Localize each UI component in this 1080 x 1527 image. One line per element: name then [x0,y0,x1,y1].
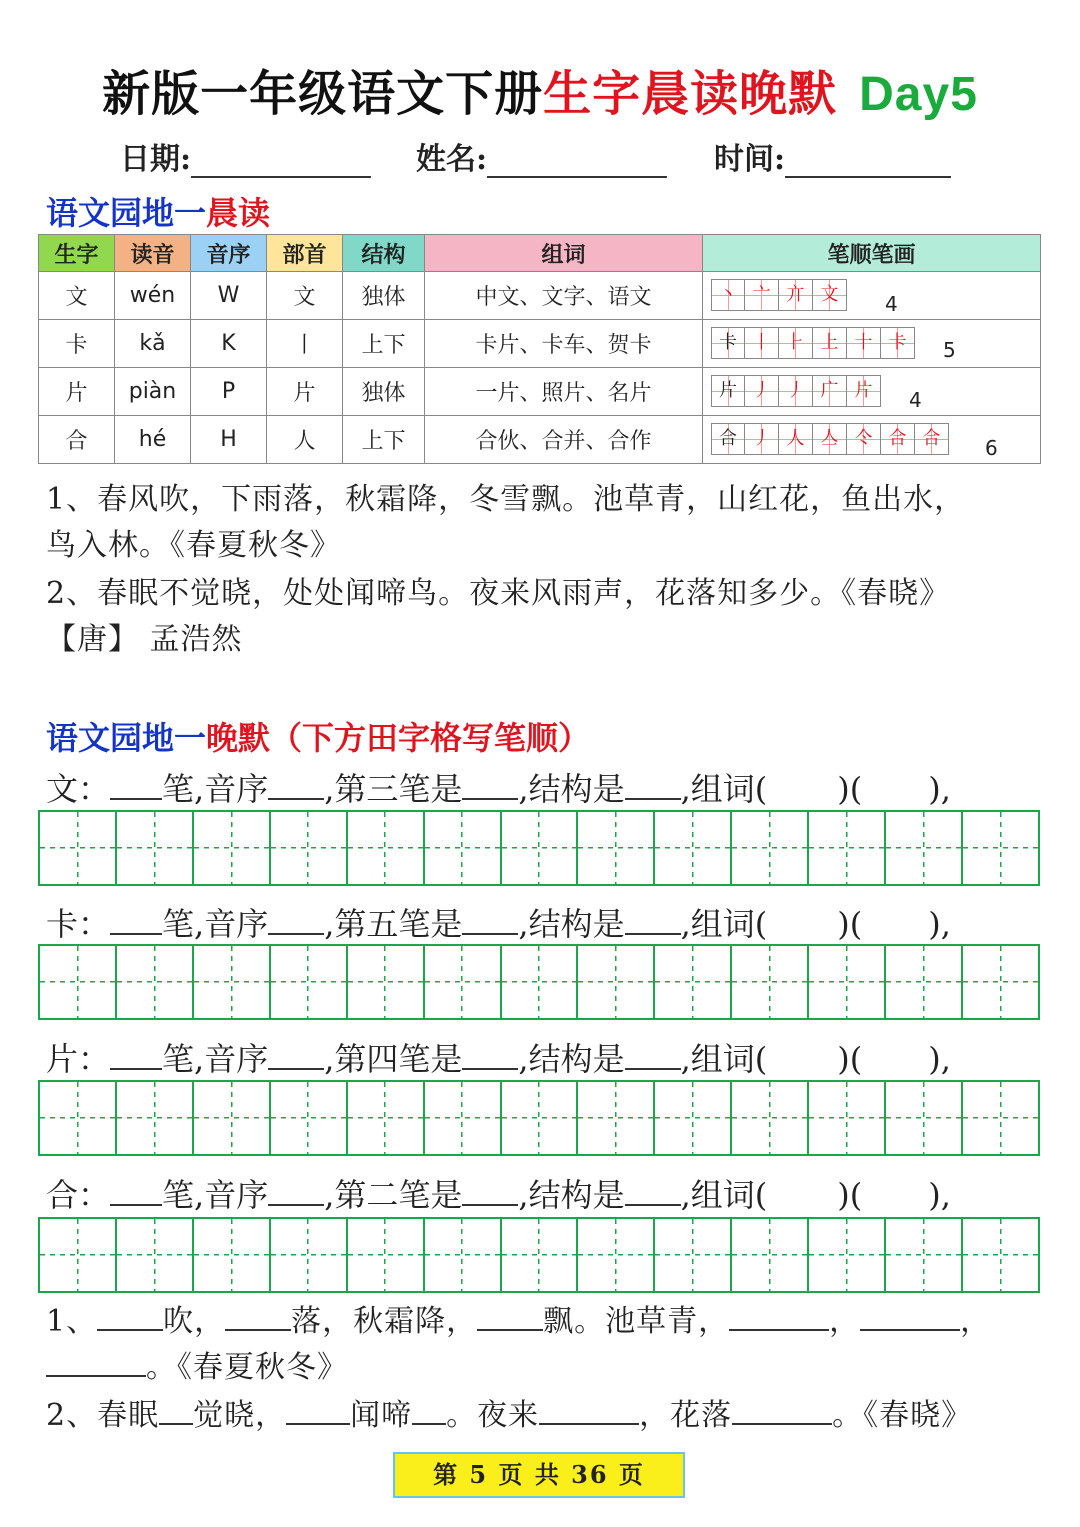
punctuation: , [324,1176,335,1214]
tianzige-cell[interactable] [348,1082,425,1154]
stroke-box [881,423,915,455]
stroke-box [779,279,813,311]
punctuation: , [324,770,335,808]
stroke-glyph: 亼 [820,428,839,449]
punctuation: ), [928,1176,951,1214]
cell-index: H [191,416,267,464]
answer-blank[interactable] [462,768,518,800]
stroke-glyph: 丿 [752,380,771,401]
fill-blank[interactable] [97,1299,163,1331]
title-part2: 生字晨读晚默 [543,66,838,122]
cell-radical: 丨 [267,320,343,368]
stroke-glyph: 上 [820,332,839,353]
fill2-text-f: 。《春晓》 [832,1398,973,1433]
structure-label: 结构是 [528,770,625,808]
punctuation: , [324,905,335,943]
answer-blank[interactable] [625,1038,681,1070]
punctuation: , [518,1040,529,1078]
cell-strokes [703,416,1041,464]
answer-blank[interactable] [268,1174,324,1206]
question-char: 卡 [46,905,79,943]
tianzige-cell[interactable] [809,946,886,1018]
stroke-box [711,327,745,359]
tianzige-cell[interactable] [40,1219,117,1291]
answer-blank[interactable] [462,1174,518,1206]
tianzige-grid-row [38,944,1040,1020]
tianzige-cell[interactable] [886,1219,963,1291]
punctuation: )( [837,1176,863,1214]
stroke-box [915,423,949,455]
stroke-box [813,423,847,455]
stroke-box [813,375,847,407]
punctuation: ), [928,1040,951,1078]
tianzige-cell[interactable] [655,1082,732,1154]
stroke-count: 4 [885,292,898,316]
question-line [46,764,951,810]
tianzige-cell[interactable] [578,812,655,884]
punctuation: ： [78,905,111,943]
cell-index: W [191,272,267,320]
fill1-text-d: 飘。池草青， [543,1304,730,1339]
stroke-box [779,327,813,359]
stroke-count: 6 [985,436,998,460]
table-header-cell: 生字 [39,235,115,272]
stroke-box [745,423,779,455]
tianzige-cell[interactable] [578,1219,655,1291]
stroke-box [881,327,915,359]
stroke-count: 5 [943,338,956,362]
fill2-text-a: 2、春眠 [46,1398,160,1433]
stroke-box [813,327,847,359]
date-field[interactable] [120,134,371,178]
stroke-glyph: 丶 [719,284,737,305]
tianzige-cell[interactable] [271,1219,348,1291]
table-row [39,272,1041,320]
name-label: 姓名: [416,142,488,177]
cell-strokes [703,272,1041,320]
fill1-text-e: ， [829,1304,861,1339]
answer-blank[interactable] [462,903,518,935]
cell-words: 合伙、合并、合作 [425,416,703,464]
stroke-glyph: 丨 [752,332,771,353]
fill-blank[interactable] [286,1393,350,1425]
tianzige-cell[interactable] [40,1082,117,1154]
question-char: 文 [46,770,79,808]
cell-index: K [191,320,267,368]
stroke-glyph: 卡 [719,332,737,353]
cell-pinyin: kǎ [115,320,191,368]
answer-blank[interactable] [268,903,324,935]
page-title [0,55,1080,124]
stroke-label: 笔, [162,1040,205,1078]
cell-words: 中文、文字、语文 [425,272,703,320]
cell-pinyin: piàn [115,368,191,416]
punctuation: , [518,770,529,808]
structure-label: 结构是 [528,1040,625,1078]
stroke-glyph: 合 [888,428,907,449]
tianzige-cell[interactable] [194,946,271,1018]
table-body [39,272,1041,464]
tianzige-cell[interactable] [40,946,117,1018]
stroke-glyph: 亠 [752,284,771,305]
tianzige-cell[interactable] [578,946,655,1018]
cell-char: 合 [39,416,115,464]
tianzige-cell[interactable] [502,812,579,884]
index-label: 音序 [204,770,269,808]
punctuation: , [518,1176,529,1214]
tianzige-cell[interactable] [117,946,194,1018]
words-label: 组词( [690,1040,768,1078]
punctuation: ), [928,905,951,943]
stroke-glyph: 片 [719,380,737,401]
punctuation: , [518,905,529,943]
fill2-text-d: 。夜来 [446,1398,540,1433]
fill2-text-e: ，花落 [639,1398,733,1433]
stroke-glyph: 卡 [888,332,907,353]
punctuation: , [680,1040,691,1078]
words-label: 组词( [690,1176,768,1214]
character-table [38,234,1041,464]
ordinal-label: 第三笔是 [334,770,463,808]
fill1-text-f: ， [960,1304,992,1339]
cell-structure: 上下 [343,416,425,464]
cell-char: 文 [39,272,115,320]
table-header-cell: 笔顺笔画 [703,235,1041,272]
stroke-glyph: 十 [854,332,873,353]
tianzige-cell[interactable] [40,812,117,884]
tianzige-cell[interactable] [732,812,809,884]
table-header-cell: 结构 [343,235,425,272]
cell-strokes [703,320,1041,368]
tianzige-cell[interactable] [963,812,1038,884]
cell-pinyin: hé [115,416,191,464]
tianzige-cell[interactable] [886,812,963,884]
punctuation: , [324,1040,335,1078]
tianzige-cell[interactable] [194,1082,271,1154]
cell-char: 片 [39,368,115,416]
words-label: 组词( [690,770,768,808]
tianzige-cell[interactable] [502,1219,579,1291]
stroke-glyph: ⺊ [786,332,805,353]
fill1-prefix: 1、 [46,1304,98,1339]
stroke-box [711,375,745,407]
answer-blank[interactable] [625,903,681,935]
answer-blank[interactable] [110,768,162,800]
name-line[interactable] [487,146,667,178]
table-header-cell: 组词 [425,235,703,272]
tianzige-cell[interactable] [655,946,732,1018]
table-row [39,416,1041,464]
question-char: 片 [46,1040,79,1078]
tianzige-cell[interactable] [425,946,502,1018]
tianzige-cell[interactable] [117,1219,194,1291]
answer-blank[interactable] [268,1038,324,1070]
stroke-glyph: 文 [820,284,839,305]
punctuation: , [680,905,691,943]
stroke-glyph: 亣 [786,284,805,305]
stroke-box [847,375,881,407]
cell-words: 卡片、卡车、贺卡 [425,320,703,368]
answer-blank[interactable] [625,768,681,800]
fill-blank[interactable] [477,1299,543,1331]
cell-structure: 上下 [343,320,425,368]
tianzige-cell[interactable] [886,1082,963,1154]
tianzige-cell[interactable] [425,1219,502,1291]
table-header-cell: 读音 [115,235,191,272]
table-row [39,320,1041,368]
tianzige-cell[interactable] [655,1219,732,1291]
name-field[interactable] [416,134,667,178]
punctuation: )( [837,770,863,808]
punctuation: , [680,1176,691,1214]
words-label: 组词( [690,905,768,943]
ordinal-label: 第二笔是 [334,1176,463,1214]
tianzige-cell[interactable] [809,1082,886,1154]
tianzige-cell[interactable] [886,946,963,1018]
stroke-box [745,327,779,359]
fill-blank[interactable] [539,1393,639,1425]
fill1-line2 [46,1342,348,1386]
tianzige-cell[interactable] [963,1082,1038,1154]
punctuation: ： [78,1040,111,1078]
cell-radical: 片 [267,368,343,416]
index-label: 音序 [204,1176,269,1214]
stroke-glyph: 片 [854,380,873,401]
tianzige-cell[interactable] [194,812,271,884]
tianzige-cell[interactable] [732,1219,809,1291]
cell-structure: 独体 [343,368,425,416]
stroke-glyph: 广 [820,380,839,401]
answer-blank[interactable] [268,768,324,800]
time-field[interactable] [714,134,951,178]
stroke-box [813,279,847,311]
evening-title-blue: 语文园地一 [46,719,207,757]
tianzige-cell[interactable] [425,812,502,884]
table-row [39,368,1041,416]
fill1-line1 [46,1296,991,1340]
fill1-text-g: 。《春夏秋冬》 [146,1350,348,1385]
tianzige-cell[interactable] [578,1082,655,1154]
tianzige-grid-row [38,810,1040,886]
stroke-label: 笔, [162,1176,205,1214]
tianzige-cell[interactable] [348,946,425,1018]
tianzige-cell[interactable] [502,946,579,1018]
tianzige-cell[interactable] [809,1219,886,1291]
title-part1: 新版一年级语文下册 [102,66,544,122]
morning-title-red: 晨读 [206,194,271,232]
fill-blank[interactable] [412,1393,446,1425]
stroke-box [779,423,813,455]
fill-blank[interactable] [860,1299,960,1331]
tianzige-cell[interactable] [655,812,732,884]
punctuation: ： [78,770,111,808]
fill2-text-b: 觉晓， [193,1398,287,1433]
stroke-boxes [711,375,881,407]
fill1-text-b: 吹， [163,1304,226,1339]
index-label: 音序 [204,1040,269,1078]
tianzige-cell[interactable] [425,1082,502,1154]
cell-radical: 人 [267,416,343,464]
date-label: 日期: [120,142,192,177]
stroke-glyph: 丿 [786,380,805,401]
tianzige-cell[interactable] [117,1082,194,1154]
tianzige-cell[interactable] [348,812,425,884]
tianzige-cell[interactable] [271,946,348,1018]
tianzige-cell[interactable] [809,812,886,884]
fill2-line [46,1390,972,1434]
punctuation: )( [837,905,863,943]
tianzige-cell[interactable] [194,1219,271,1291]
stroke-box [779,375,813,407]
stroke-boxes [711,327,915,359]
date-line[interactable] [191,146,371,178]
tianzige-cell[interactable] [117,812,194,884]
cell-structure: 独体 [343,272,425,320]
cell-strokes [703,368,1041,416]
poem2-line1: 2、春眠不觉晓，处处闻啼鸟。夜来风雨声，花落知多少。《春晓》 [46,576,951,611]
answer-blank[interactable] [625,1174,681,1206]
tianzige-cell[interactable] [732,1082,809,1154]
tianzige-cell[interactable] [963,1219,1038,1291]
punctuation: , [680,770,691,808]
question-line [46,1170,951,1216]
ordinal-label: 第四笔是 [334,1040,463,1078]
poem2-line2: 【唐】 孟浩然 [46,622,243,657]
poem1-line2: 鸟入林。《春夏秋冬》 [46,528,341,563]
stroke-glyph: 仒 [854,428,873,449]
question-line [46,899,951,945]
stroke-boxes [711,423,949,455]
tianzige-cell[interactable] [271,1082,348,1154]
stroke-box [847,327,881,359]
stroke-label: 笔, [162,905,205,943]
stroke-glyph: 合 [922,428,941,449]
fill-blank[interactable] [729,1299,829,1331]
answer-blank[interactable] [462,1038,518,1070]
tianzige-grid-row [38,1217,1040,1293]
page-indicator: 第 5 页 共 36 页 [393,1452,685,1498]
poem1-line1: 1、春风吹，下雨落，秋霜降，冬雪飘。池草青，山红花，鱼出水， [46,482,966,517]
question-char: 合 [46,1176,79,1214]
stroke-count: 4 [909,388,922,412]
answer-blank[interactable] [110,903,162,935]
stroke-box [847,423,881,455]
stroke-glyph: 合 [719,428,737,449]
tianzige-cell[interactable] [271,812,348,884]
tianzige-grid-row [38,1080,1040,1156]
fill-blank[interactable] [732,1393,832,1425]
stroke-box [745,279,779,311]
evening-section-title [46,713,590,759]
morning-section-title [46,188,270,234]
stroke-glyph: 人 [786,428,805,449]
tianzige-cell[interactable] [502,1082,579,1154]
morning-title-blue: 语文园地一 [46,194,207,232]
stroke-box [711,279,745,311]
cell-words: 一片、照片、名片 [425,368,703,416]
time-line[interactable] [785,146,951,178]
cell-char: 卡 [39,320,115,368]
cell-pinyin: wén [115,272,191,320]
punctuation: ： [78,1176,111,1214]
ordinal-label: 第五笔是 [334,905,463,943]
title-day: Day5 [859,68,978,121]
fill-blank[interactable] [159,1393,193,1425]
cell-index: P [191,368,267,416]
question-line [46,1034,951,1080]
stroke-glyph: 丿 [752,428,771,449]
fill1-text-c: 落，秋霜降， [291,1304,478,1339]
table-header-cell: 部首 [267,235,343,272]
fill-blank[interactable] [46,1345,146,1377]
stroke-boxes [711,279,847,311]
stroke-label: 笔, [162,770,205,808]
fill-blank[interactable] [225,1299,291,1331]
answer-blank[interactable] [110,1174,162,1206]
info-row [120,134,980,178]
fill2-text-c: 闻啼 [350,1398,413,1433]
index-label: 音序 [204,905,269,943]
cell-radical: 文 [267,272,343,320]
tianzige-cell[interactable] [348,1219,425,1291]
tianzige-cell[interactable] [963,946,1038,1018]
stroke-box [711,423,745,455]
stroke-box [745,375,779,407]
punctuation: ), [928,770,951,808]
table-header-cell: 音序 [191,235,267,272]
evening-title-red: 晚默（下方田字格写笔顺） [206,719,591,757]
structure-label: 结构是 [528,1176,625,1214]
answer-blank[interactable] [110,1038,162,1070]
punctuation: )( [837,1040,863,1078]
table-header-row [39,235,1041,272]
tianzige-cell[interactable] [732,946,809,1018]
time-label: 时间: [714,142,786,177]
structure-label: 结构是 [528,905,625,943]
